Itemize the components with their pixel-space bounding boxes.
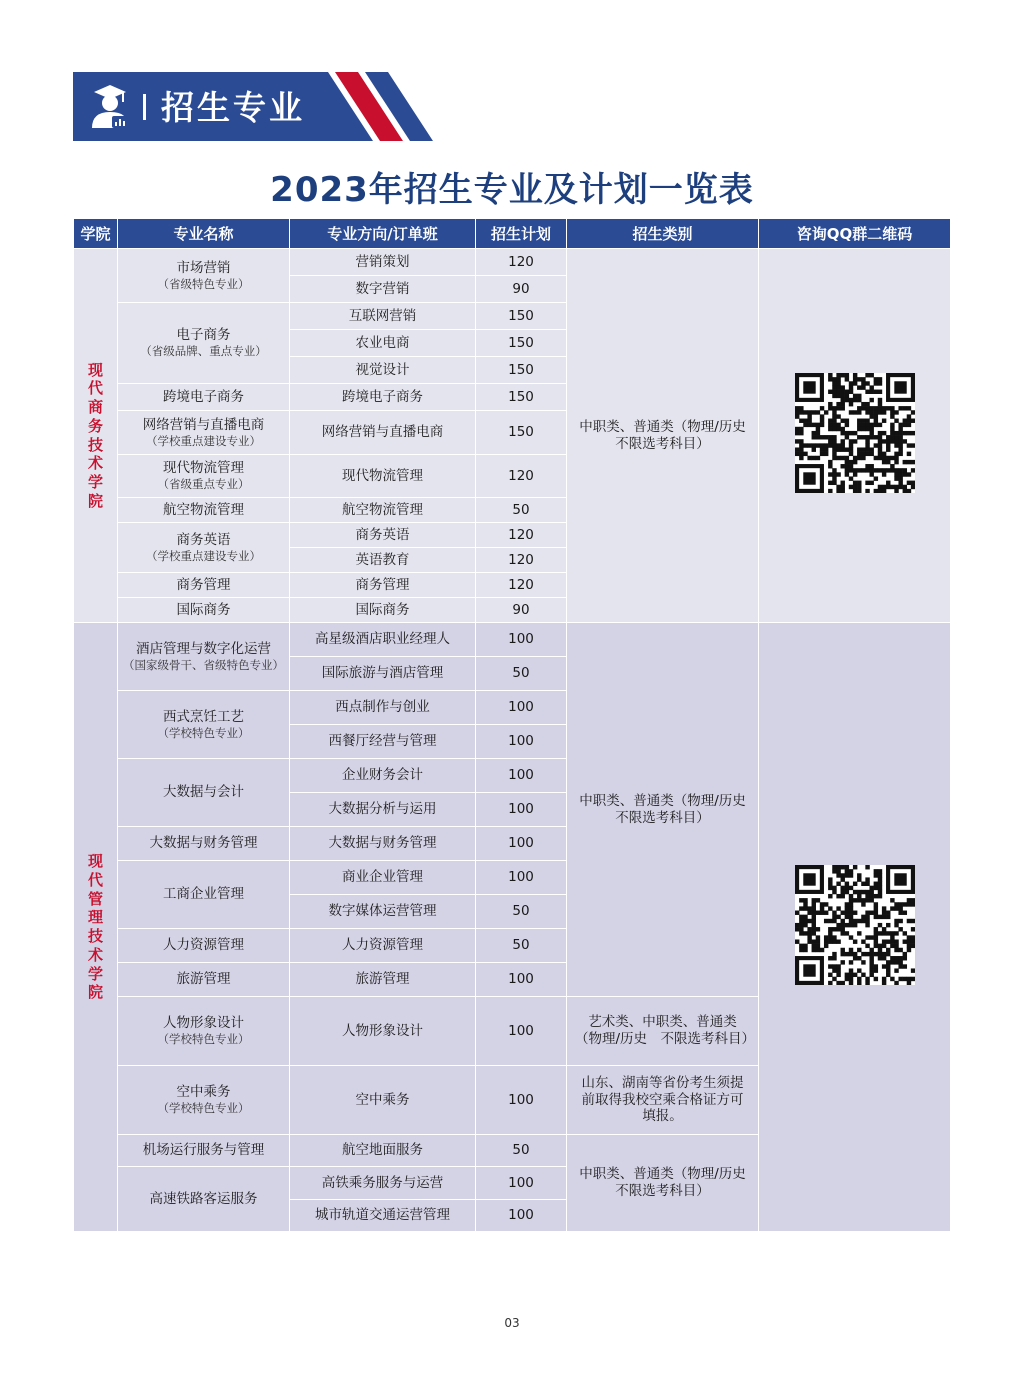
direction-cell: 西餐厅经营与管理 xyxy=(290,725,476,759)
plan-cell: 50 xyxy=(476,657,567,691)
qr-cell xyxy=(759,249,951,623)
category-cell: 艺术类、中职类、普通类（物理/历史 不限选考科目） xyxy=(567,997,759,1066)
direction-cell: 空中乘务 xyxy=(290,1066,476,1135)
major-cell: 机场运行服务与管理 xyxy=(118,1135,290,1167)
direction-cell: 数字媒体运营管理 xyxy=(290,895,476,929)
major-cell: 大数据与会计 xyxy=(118,759,290,827)
direction-cell: 高铁乘务服务与运营 xyxy=(290,1167,476,1200)
direction-cell: 商务管理 xyxy=(290,573,476,598)
direction-cell: 航空物流管理 xyxy=(290,498,476,523)
major-cell: 市场营销 （省级特色专业） xyxy=(118,249,290,303)
major-cell: 网络营销与直播电商 （学校重点建设专业） xyxy=(118,411,290,455)
direction-cell: 航空地面服务 xyxy=(290,1135,476,1167)
major-cell: 人力资源管理 xyxy=(118,929,290,963)
header-college: 学院 xyxy=(74,219,118,249)
direction-cell: 网络营销与直播电商 xyxy=(290,411,476,455)
major-cell: 西式烹饪工艺 （学校特色专业） xyxy=(118,691,290,759)
plan-cell: 50 xyxy=(476,895,567,929)
plan-cell: 100 xyxy=(476,759,567,793)
plan-cell: 120 xyxy=(476,523,567,548)
major-cell: 国际商务 xyxy=(118,598,290,623)
direction-cell: 高星级酒店职业经理人 xyxy=(290,623,476,657)
direction-cell: 西点制作与创业 xyxy=(290,691,476,725)
plan-cell: 100 xyxy=(476,623,567,657)
plan-cell: 100 xyxy=(476,793,567,827)
graduate-cap-icon xyxy=(88,82,132,130)
page-title: 2023年招生专业及计划一览表 xyxy=(270,170,754,210)
major-cell: 旅游管理 xyxy=(118,963,290,997)
plan-cell: 100 xyxy=(476,1167,567,1200)
enrollment-table xyxy=(73,218,951,1232)
direction-cell: 现代物流管理 xyxy=(290,455,476,498)
category-cell: 山东、湖南等省份考生须提前取得我校空乘合格证方可填报。 xyxy=(567,1066,759,1135)
header-major: 专业名称 xyxy=(118,219,290,249)
table-row xyxy=(74,249,951,276)
major-cell: 跨境电子商务 xyxy=(118,384,290,411)
direction-cell: 人物形象设计 xyxy=(290,997,476,1066)
direction-cell: 营销策划 xyxy=(290,249,476,276)
plan-cell: 100 xyxy=(476,1200,567,1232)
direction-cell: 商务英语 xyxy=(290,523,476,548)
banner-separator xyxy=(143,94,146,120)
plan-cell: 100 xyxy=(476,1066,567,1135)
header-category: 招生类别 xyxy=(567,219,759,249)
college-cell: 现代管理技术学院 xyxy=(74,623,118,1232)
major-cell: 空中乘务 （学校特色专业） xyxy=(118,1066,290,1135)
qr-code-icon xyxy=(795,865,915,985)
plan-cell: 120 xyxy=(476,573,567,598)
direction-cell: 商业企业管理 xyxy=(290,861,476,895)
category-cell: 中职类、普通类（物理/历史不限选考科目） xyxy=(567,1135,759,1232)
plan-cell: 120 xyxy=(476,455,567,498)
college-cell: 现代商务技术学院 xyxy=(74,249,118,623)
direction-cell: 数字营销 xyxy=(290,276,476,303)
header-direction: 专业方向/订单班 xyxy=(290,219,476,249)
plan-cell: 150 xyxy=(476,411,567,455)
direction-cell: 大数据与财务管理 xyxy=(290,827,476,861)
plan-cell: 120 xyxy=(476,548,567,573)
section-commerce xyxy=(74,249,951,623)
direction-cell: 互联网营销 xyxy=(290,303,476,330)
direction-cell: 国际商务 xyxy=(290,598,476,623)
direction-cell: 城市轨道交通运营管理 xyxy=(290,1200,476,1232)
plan-cell: 90 xyxy=(476,276,567,303)
direction-cell: 大数据分析与运用 xyxy=(290,793,476,827)
table-header-row xyxy=(74,219,951,249)
major-cell: 商务英语 （学校重点建设专业） xyxy=(118,523,290,573)
plan-cell: 100 xyxy=(476,691,567,725)
plan-cell: 150 xyxy=(476,330,567,357)
plan-cell: 100 xyxy=(476,827,567,861)
plan-cell: 50 xyxy=(476,1135,567,1167)
plan-cell: 90 xyxy=(476,598,567,623)
header-plan: 招生计划 xyxy=(476,219,567,249)
major-cell: 大数据与财务管理 xyxy=(118,827,290,861)
plan-cell: 150 xyxy=(476,303,567,330)
category-cell: 中职类、普通类（物理/历史不限选考科目） xyxy=(567,249,759,623)
qr-cell xyxy=(759,623,951,1232)
major-cell: 商务管理 xyxy=(118,573,290,598)
direction-cell: 视觉设计 xyxy=(290,357,476,384)
direction-cell: 企业财务会计 xyxy=(290,759,476,793)
direction-cell: 跨境电子商务 xyxy=(290,384,476,411)
direction-cell: 英语教育 xyxy=(290,548,476,573)
page-number: 03 xyxy=(504,1316,520,1330)
major-cell: 高速铁路客运服务 xyxy=(118,1167,290,1232)
plan-cell: 150 xyxy=(476,357,567,384)
major-cell: 酒店管理与数字化运营 （国家级骨干、省级特色专业） xyxy=(118,623,290,691)
major-cell: 航空物流管理 xyxy=(118,498,290,523)
table-row xyxy=(74,623,951,657)
plan-cell: 100 xyxy=(476,861,567,895)
plan-cell: 50 xyxy=(476,929,567,963)
plan-cell: 150 xyxy=(476,384,567,411)
plan-cell: 100 xyxy=(476,963,567,997)
section-label: 招生专业 xyxy=(161,88,305,127)
direction-cell: 旅游管理 xyxy=(290,963,476,997)
category-cell: 中职类、普通类（物理/历史不限选考科目） xyxy=(567,623,759,997)
plan-cell: 100 xyxy=(476,997,567,1066)
plan-cell: 120 xyxy=(476,249,567,276)
major-cell: 人物形象设计 （学校特色专业） xyxy=(118,997,290,1066)
section-management xyxy=(74,623,951,1232)
direction-cell: 国际旅游与酒店管理 xyxy=(290,657,476,691)
direction-cell: 人力资源管理 xyxy=(290,929,476,963)
major-cell: 电子商务 （省级品牌、重点专业） xyxy=(118,303,290,384)
major-cell: 现代物流管理 （省级重点专业） xyxy=(118,455,290,498)
qr-code-icon xyxy=(795,373,915,493)
major-cell: 工商企业管理 xyxy=(118,861,290,929)
header-qr: 咨询QQ群二维码 xyxy=(759,219,951,249)
plan-cell: 50 xyxy=(476,498,567,523)
direction-cell: 农业电商 xyxy=(290,330,476,357)
plan-cell: 100 xyxy=(476,725,567,759)
